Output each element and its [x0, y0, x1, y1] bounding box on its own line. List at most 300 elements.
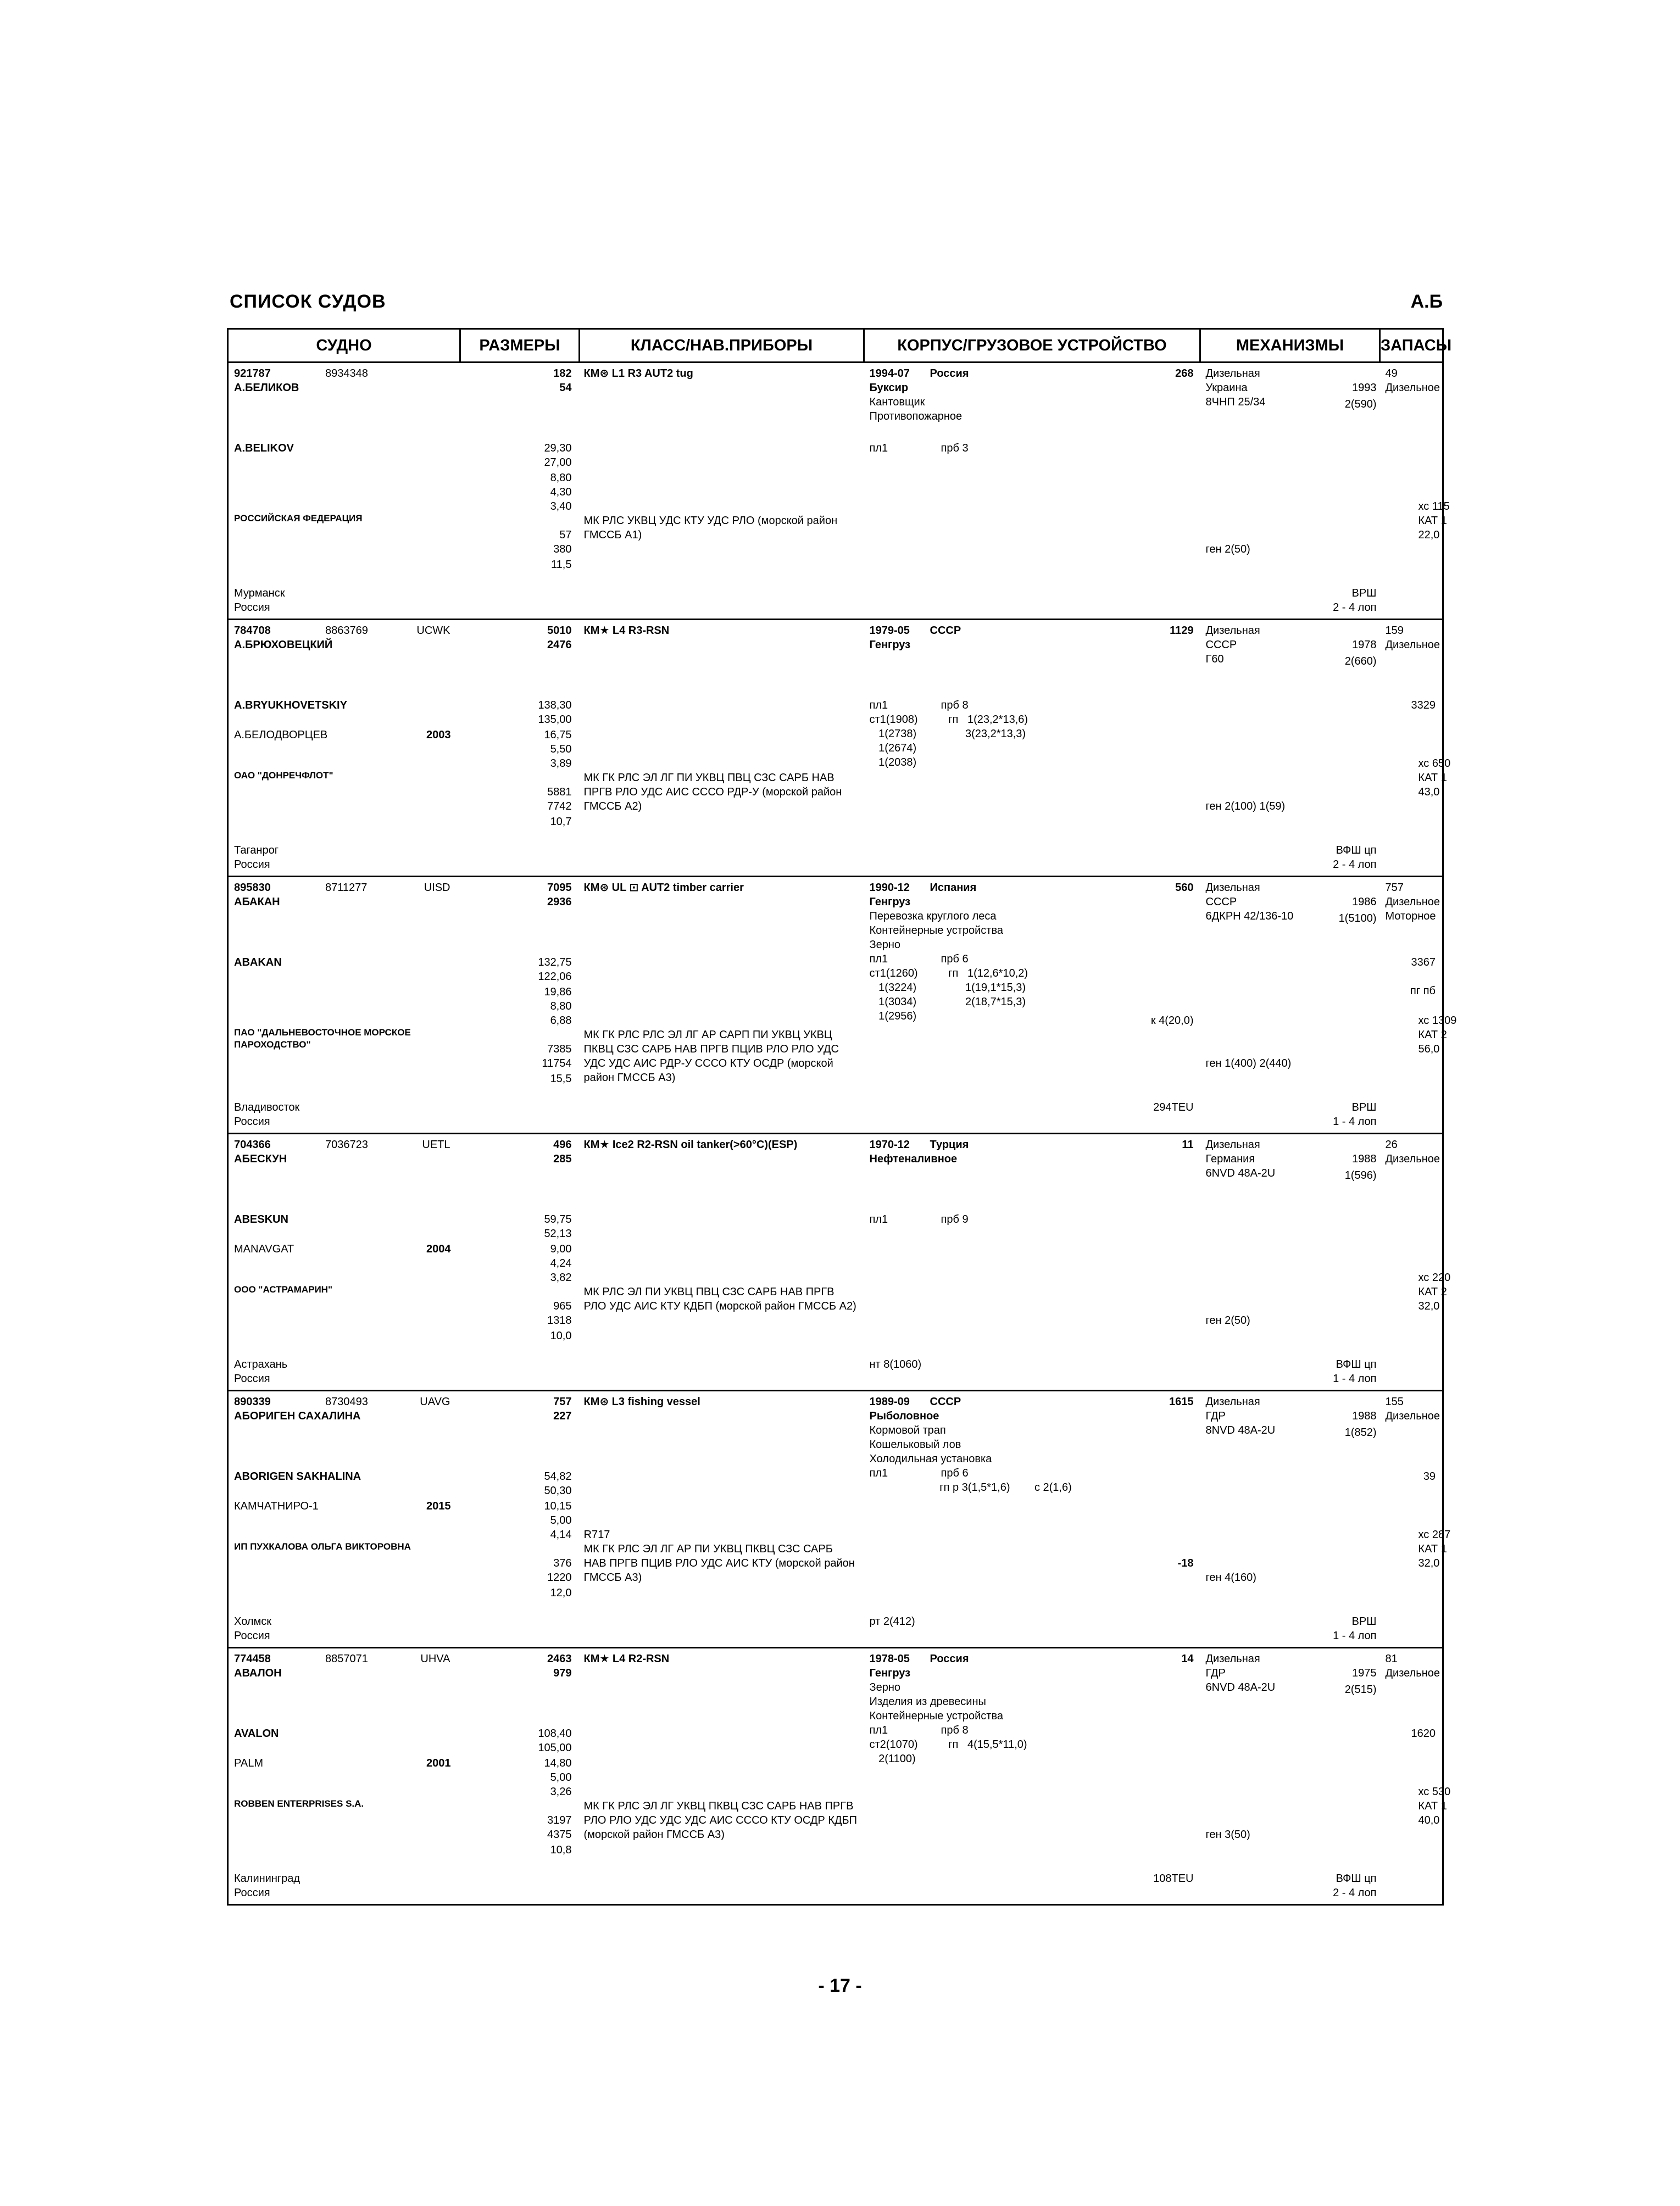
propeller: ВРШ: [1351, 587, 1377, 599]
store-value: хс 1309: [1418, 1015, 1457, 1027]
build-country: СССР: [930, 625, 961, 637]
store-value: КАТ 1: [1418, 515, 1447, 527]
engine-model: 8ЧНП 25/34: [1205, 396, 1266, 408]
section-letter: А.Б: [1410, 291, 1443, 312]
holds: прб 6: [941, 953, 969, 965]
ship-record-row: [228, 1391, 1443, 1648]
dimensions-cell: [460, 1391, 580, 1648]
store-value: 40,0: [1418, 1814, 1440, 1826]
holds: прб 6: [941, 1467, 969, 1479]
dimension-value: 5,50: [550, 743, 572, 755]
propeller: ВРШ: [1351, 1101, 1377, 1113]
tanks-note: рт 2(412): [869, 1615, 915, 1628]
store-value: КАТ 1: [1418, 1800, 1447, 1812]
container-capacity: 294TEU: [1153, 1101, 1194, 1113]
build-date: 1990-12: [869, 882, 910, 894]
fuel-type: Дизельное: [1385, 896, 1440, 908]
engine-model: Г60: [1205, 653, 1224, 665]
dimension-value: 6,88: [550, 1015, 572, 1027]
fuel-capacity: 81: [1385, 1653, 1398, 1665]
call-sign: UHVA: [420, 1653, 450, 1665]
owner-name: ООО "АСТРАМАРИН": [234, 1284, 332, 1295]
class-notation: КМ★ L4 R2-RSN: [583, 1653, 670, 1665]
dimension-value: 54,82: [544, 1470, 572, 1483]
ship-cell: [228, 877, 460, 1134]
dimension-value: 122,06: [538, 971, 572, 983]
ship-name-latin: ABESKUN: [234, 1213, 288, 1225]
build-country: СССР: [930, 1396, 961, 1408]
home-port: Астрахань: [234, 1358, 288, 1371]
dimension-value: 15,5: [550, 1073, 572, 1085]
dimension-value: 4,14: [550, 1529, 572, 1541]
call-sign: UETL: [422, 1139, 450, 1151]
dimension-value: 14,80: [544, 1757, 572, 1769]
hull-feature: Холодильная установка: [869, 1453, 992, 1465]
dimension-value: 19,86: [544, 986, 572, 998]
holds: прб 9: [941, 1213, 969, 1225]
ship-record-row: [228, 1648, 1443, 1905]
owner-name: ПАО "ДАЛЬНЕВОСТОЧНОЕ МОРСКОЕ ПАРОХОДСТВО": [234, 1027, 411, 1050]
hull-feature: Изделия из древесины: [869, 1696, 986, 1708]
imo-number: 7036723: [325, 1139, 368, 1151]
hold-detail: 1(2674): [869, 742, 917, 754]
dimension-value: 52,13: [544, 1228, 572, 1240]
ship-record-row: [228, 620, 1443, 877]
imo-number: 8730493: [325, 1396, 368, 1408]
dimension-value: 965: [553, 1300, 572, 1312]
dimension-value: 2463: [547, 1653, 572, 1665]
dimension-value: 2476: [547, 639, 572, 651]
tanks-note: нт 8(1060): [869, 1358, 922, 1371]
hull-number: 14: [1181, 1653, 1194, 1665]
home-port: Владивосток: [234, 1101, 300, 1113]
register-number: 784708: [234, 625, 271, 637]
cargo-capacity-note: пг пб: [1410, 985, 1436, 997]
decks: пл1: [869, 699, 888, 711]
ship-cell: [228, 620, 460, 877]
store-value: 32,0: [1418, 1300, 1440, 1312]
ship-name: А.БРЮХОВЕЦКИЙ: [234, 639, 333, 651]
dimension-value: 757: [553, 1396, 572, 1408]
column-header-ship: СУДНО: [228, 329, 460, 363]
dimension-value: 50,30: [544, 1485, 572, 1497]
holds: прб 8: [941, 699, 969, 711]
store-value: КАТ 2: [1418, 1286, 1447, 1298]
engine-type: Дизельная: [1205, 1139, 1260, 1151]
ship-name: АВАЛОН: [234, 1667, 282, 1679]
flag-country: Россия: [234, 601, 270, 614]
ship-type: Нефтеналивное: [869, 1153, 958, 1165]
hold-detail: ст2(1070) гп 4(15,5*11,0): [869, 1739, 1027, 1751]
class-extra: R717: [583, 1529, 610, 1541]
fuel-capacity: 159: [1385, 625, 1404, 637]
engine-year: 1988: [1352, 1153, 1377, 1165]
dimension-value: 3,89: [550, 757, 572, 770]
dimension-value: 27,00: [544, 456, 572, 469]
dimension-value: 108,40: [538, 1728, 572, 1740]
class-notation: КМ⊛ L3 fishing vessel: [583, 1396, 700, 1408]
engine-country: Германия: [1205, 1153, 1255, 1165]
dimension-value: 380: [553, 543, 572, 555]
hull-number: 1129: [1170, 625, 1194, 637]
class-cell: [580, 363, 864, 620]
dimension-value: 376: [553, 1557, 572, 1569]
ship-name-latin: ABAKAN: [234, 956, 282, 968]
register-number: 895830: [234, 882, 271, 894]
engine-power: 1(852): [1344, 1427, 1377, 1439]
dimensions-cell: [460, 363, 580, 620]
build-country: Испания: [930, 882, 977, 894]
dimension-value: 132,75: [538, 956, 572, 968]
call-sign: UCWK: [416, 625, 450, 637]
propeller-blades: 1 - 4 лоп: [1333, 1630, 1377, 1642]
generators: ген 2(50): [1205, 1314, 1250, 1327]
dimension-value: 59,75: [544, 1213, 572, 1225]
ship-record-row: [228, 877, 1443, 1134]
column-header-stores: ЗАПАСЫ: [1380, 329, 1443, 363]
engine-country: СССР: [1205, 639, 1237, 651]
class-cell: [580, 1648, 864, 1905]
ship-name: А.БЕЛИКОВ: [234, 382, 299, 394]
column-header-dimensions: РАЗМЕРЫ: [460, 329, 580, 363]
class-notation: КМ⊛ L1 R3 AUT2 tug: [583, 367, 693, 380]
owner-name: РОССИЙСКАЯ ФЕДЕРАЦИЯ: [234, 513, 363, 523]
stores-cell: [1380, 1648, 1451, 1905]
imo-number: 8711277: [325, 882, 368, 894]
decks: пл1: [869, 1724, 888, 1736]
engine-power: 2(515): [1344, 1684, 1377, 1696]
propeller-blades: 2 - 4 лоп: [1333, 601, 1377, 614]
build-country: Турция: [930, 1139, 969, 1151]
store-value: хс 220: [1418, 1272, 1451, 1284]
dimension-value: 8,80: [550, 472, 572, 484]
stores-cell: [1380, 620, 1451, 877]
dimension-value: 4375: [547, 1829, 572, 1841]
dimension-value: 2936: [547, 896, 572, 908]
class-notation: КМ★ L4 R3-RSN: [583, 625, 670, 637]
hold-detail: ст1(1260) гп 1(12,6*10,2): [869, 967, 1028, 979]
dimension-value: 1318: [547, 1314, 572, 1327]
engine-type: Дизельная: [1205, 1653, 1260, 1665]
propeller-blades: 2 - 4 лоп: [1333, 859, 1377, 871]
owner-name: ОАО "ДОНРЕЧФЛОТ": [234, 770, 333, 781]
dimension-value: 7385: [547, 1043, 572, 1055]
engine-type: Дизельная: [1205, 625, 1260, 637]
dimension-value: 10,15: [544, 1500, 572, 1512]
hold-detail: гп р 3(1,5*1,6) с 2(1,6): [869, 1481, 1072, 1494]
call-sign: UAVG: [420, 1396, 450, 1408]
engine-power: 2(590): [1344, 398, 1377, 410]
navigation-equipment: МК РЛС УКВЦ УДС КТУ УДС РЛО (морской район ГМССБ А1): [583, 515, 838, 541]
class-cell: [580, 620, 864, 877]
dimension-value: 8,80: [550, 1000, 572, 1012]
former-name-year: 2004: [426, 1243, 451, 1255]
engine-power: 1(596): [1344, 1169, 1377, 1182]
stores-cell: [1380, 877, 1457, 1134]
store-value: 32,0: [1418, 1557, 1440, 1569]
hull-cell: [864, 363, 1200, 620]
ship-name: АБАКАН: [234, 896, 280, 908]
dimension-value: 9,00: [550, 1243, 572, 1255]
ship-type: Генгруз: [869, 1667, 911, 1679]
store-value: хс 287: [1418, 1529, 1451, 1541]
ship-cell: [228, 1391, 460, 1648]
engine-model: 8NVD 48A-2U: [1205, 1424, 1276, 1436]
ship-register-table: [227, 328, 1457, 1906]
stores-cell: [1380, 363, 1450, 620]
propeller: ВФШ цп: [1336, 1358, 1377, 1371]
engine-power: 2(660): [1344, 655, 1377, 667]
former-name-year: 2001: [426, 1757, 451, 1769]
cargo-capacity: 39: [1423, 1470, 1436, 1483]
engine-country: СССР: [1205, 896, 1237, 908]
dimension-value: 7095: [547, 882, 572, 894]
call-sign: UISD: [424, 882, 450, 894]
ship-cell: [228, 363, 460, 620]
dimension-value: 182: [553, 367, 572, 380]
dimensions-cell: [460, 620, 580, 877]
holds: прб 3: [941, 442, 969, 454]
dimension-value: 3,26: [550, 1786, 572, 1798]
build-date: 1978-05: [869, 1653, 910, 1665]
register-number: 890339: [234, 1396, 271, 1408]
home-port: Калининград: [234, 1873, 301, 1885]
machinery-cell: [1200, 363, 1380, 620]
navigation-equipment: МК ГК РЛС ЭЛ ЛГ УКВЦ ПКВЦ СЗС САРБ НАВ ПРГВ РЛО РЛО УДС УДС УДС АИС СССО КТУ ОСДР КДБП (морской район ГМССБ А3): [583, 1800, 858, 1841]
dimension-value: 5,00: [550, 1772, 572, 1784]
decks: пл1: [869, 1467, 888, 1479]
engine-year: 1978: [1352, 639, 1377, 651]
propeller: ВФШ цп: [1336, 844, 1377, 856]
store-value: КАТ 2: [1418, 1029, 1447, 1041]
column-header-machinery: МЕХАНИЗМЫ: [1200, 329, 1380, 363]
fuel-type: Дизельное: [1385, 382, 1440, 394]
navigation-equipment: МК ГК РЛС РЛС ЭЛ ЛГ АР САРП ПИ УКВЦ УКВЦ ПКВЦ СЗС САРБ НАВ ПРГВ ПЦИВ РЛО РЛО УДС УДС УДС АИС РДР-У СССО КТУ ОСДР (морской район ГМССБ А3): [583, 1029, 839, 1084]
engine-type: Дизельная: [1205, 367, 1260, 380]
fuel-type: Дизельное: [1385, 639, 1440, 651]
hull-feature: Перевозка круглого леса: [869, 910, 997, 922]
propeller-blades: 2 - 4 лоп: [1333, 1887, 1377, 1899]
hold-detail: 1(2738) 3(23,2*13,3): [869, 728, 1026, 740]
engine-type: Дизельная: [1205, 882, 1260, 894]
propeller: ВРШ: [1351, 1615, 1377, 1628]
store-value: хс 650: [1418, 757, 1451, 770]
dimensions-cell: [460, 1134, 580, 1391]
class-cell: [580, 1134, 864, 1391]
navigation-equipment: МК РЛС ЭЛ ПИ УКВЦ ПВЦ СЗС САРБ НАВ ПРГВ РЛО УДС АИС КТУ КДБП (морской район ГМССБ А2): [583, 1286, 856, 1312]
hull-cell: [864, 877, 1200, 1134]
dimension-value: 227: [553, 1410, 572, 1422]
engine-country: ГДР: [1205, 1410, 1226, 1422]
engine-power: 1(5100): [1338, 912, 1377, 924]
hull-cell: [864, 1134, 1200, 1391]
owner-name: ИП ПУХКАЛОВА ОЛЬГА ВИКТОРОВНА: [234, 1541, 411, 1552]
dimensions-cell: [460, 1648, 580, 1905]
store-value: 22,0: [1418, 529, 1440, 541]
register-number: 921787: [234, 367, 271, 380]
flag-country: Россия: [234, 1116, 270, 1128]
hold-detail: 1(3224) 1(19,1*15,3): [869, 982, 1026, 994]
build-country: Россия: [930, 367, 969, 380]
store-value: 43,0: [1418, 786, 1440, 798]
ship-cell: [228, 1648, 460, 1905]
ship-name-latin: A.BELIKOV: [234, 442, 294, 454]
decks: пл1: [869, 953, 888, 965]
ship-record-row: [228, 1134, 1443, 1391]
ship-name: АБОРИГЕН САХАЛИНА: [234, 1410, 361, 1422]
store-value: КАТ 1: [1418, 1543, 1447, 1555]
table-header-row: [228, 329, 1443, 363]
stores-cell: [1380, 1391, 1451, 1648]
register-number: 704366: [234, 1139, 271, 1151]
cargo-capacity: 3367: [1411, 956, 1436, 968]
imo-number: 8934348: [325, 367, 368, 380]
hull-feature: Контейнерные устройства: [869, 924, 1003, 937]
fuel-capacity: 757: [1385, 882, 1404, 894]
hold-detail: 1(2956): [869, 1010, 917, 1022]
dimension-value: 57: [559, 529, 572, 541]
dimension-value: 5,00: [550, 1514, 572, 1527]
class-cell: [580, 877, 864, 1134]
store-value: хс 530: [1418, 1786, 1451, 1798]
home-port: Мурманск: [234, 587, 285, 599]
dimension-value: 5881: [547, 786, 572, 798]
store-value: 56,0: [1418, 1043, 1440, 1055]
extra-hull-info: -18: [1177, 1557, 1194, 1569]
hull-feature: Зерно: [869, 1681, 900, 1694]
build-date: 1994-07: [869, 367, 910, 380]
dimension-value: 496: [553, 1139, 572, 1151]
ship-type: Буксир: [869, 382, 909, 394]
machinery-cell: [1200, 1648, 1380, 1905]
ship-type: Генгруз: [869, 896, 911, 908]
hold-detail: 2(1100): [869, 1753, 916, 1765]
page-title: СПИСОК СУДОВ: [230, 291, 386, 312]
fuel-type: Дизельное: [1385, 1153, 1440, 1165]
generators: ген 1(400) 2(440): [1205, 1057, 1292, 1069]
hull-cell: [864, 620, 1200, 877]
cargo-capacity: 1620: [1411, 1728, 1436, 1740]
generators: ген 3(50): [1205, 1829, 1250, 1841]
former-name: КАМЧАТНИРО-1: [234, 1500, 319, 1512]
dimension-value: 7742: [547, 800, 572, 812]
ship-cell: [228, 1134, 460, 1391]
hold-detail: 1(3034) 2(18,7*15,3): [869, 996, 1026, 1008]
dimension-value: 29,30: [544, 442, 572, 454]
decks: пл1: [869, 442, 888, 454]
container-capacity: 108TEU: [1153, 1873, 1194, 1885]
cargo-capacity: 3329: [1411, 699, 1436, 711]
home-port: Таганрог: [234, 844, 279, 856]
fuel-capacity: 155: [1385, 1396, 1404, 1408]
former-name-year: 2015: [426, 1500, 451, 1512]
propeller-blades: 1 - 4 лоп: [1333, 1116, 1377, 1128]
engine-model: 6NVD 48A-2U: [1205, 1681, 1276, 1694]
dimension-value: 3197: [547, 1814, 572, 1826]
class-cell: [580, 1391, 864, 1648]
dimension-value: 1220: [547, 1572, 572, 1584]
flag-country: Россия: [234, 1373, 270, 1385]
engine-country: ГДР: [1205, 1667, 1226, 1679]
machinery-cell: [1200, 620, 1380, 877]
hull-feature: Кошельковый лов: [869, 1439, 961, 1451]
navigation-equipment: МК ГК РЛС ЭЛ ЛГ АР ПИ УКВЦ ПКВЦ СЗС САРБ НАВ ПРГВ ПЦИВ РЛО УДС АИС КТУ (морской район ГМССБ А3): [583, 1543, 855, 1584]
build-date: 1989-09: [869, 1396, 910, 1408]
hull-number: 268: [1175, 367, 1194, 380]
engine-model: 6ДКРН 42/136-10: [1205, 910, 1294, 922]
ship-record-row: [228, 363, 1443, 620]
store-value: хс 115: [1418, 500, 1450, 512]
hull-feature: Противопожарное: [869, 410, 963, 422]
former-name: MANAVGAT: [234, 1243, 294, 1255]
fuel-capacity: 26: [1385, 1139, 1398, 1151]
hull-number: 1615: [1169, 1396, 1194, 1408]
propeller-blades: 1 - 4 лоп: [1333, 1373, 1377, 1385]
dimension-value: 138,30: [538, 699, 572, 711]
engine-type: Дизельная: [1205, 1396, 1260, 1408]
engine-year: 1988: [1352, 1410, 1377, 1422]
page-number: - 17 -: [818, 1975, 862, 1996]
flag-country: Россия: [234, 1630, 270, 1642]
engine-year: 1993: [1352, 382, 1377, 394]
holds: прб 8: [941, 1724, 969, 1736]
build-date: 1970-12: [869, 1139, 910, 1151]
hull-feature: Кантовщик: [869, 396, 925, 408]
hull-number: 560: [1175, 882, 1194, 894]
engine-year: 1986: [1352, 896, 1377, 908]
ship-name: АБЕСКУН: [234, 1153, 287, 1165]
hull-cell: [864, 1391, 1200, 1648]
hull-feature: Зерно: [869, 939, 900, 951]
fuel-type: Дизельное: [1385, 1410, 1440, 1422]
ship-name-latin: AVALON: [234, 1728, 279, 1740]
generators: ген 2(100) 1(59): [1205, 800, 1286, 812]
hull-feature: Контейнерные устройства: [869, 1710, 1003, 1722]
owner-name: ROBBEN ENTERPRISES S.A.: [234, 1798, 364, 1809]
hold-detail: 1(2038): [869, 756, 917, 768]
imo-number: 8857071: [325, 1653, 368, 1665]
hull-feature: Кормовой трап: [869, 1424, 946, 1436]
engine-year: 1975: [1352, 1667, 1377, 1679]
dimensions-cell: [460, 877, 580, 1134]
dimension-value: 4,30: [550, 486, 572, 498]
ship-type: Рыболовное: [869, 1410, 939, 1422]
machinery-cell: [1200, 877, 1380, 1134]
engine-model: 6NVD 48A-2U: [1205, 1167, 1276, 1179]
dimension-value: 5010: [547, 625, 572, 637]
hull-number: 11: [1182, 1139, 1194, 1151]
store-value: КАТ 1: [1418, 772, 1447, 784]
dimension-value: 12,0: [550, 1587, 572, 1599]
flag-country: Россия: [234, 1887, 270, 1899]
machinery-cell: [1200, 1134, 1380, 1391]
fuel-capacity: 49: [1385, 367, 1398, 380]
dimension-value: 11754: [542, 1057, 572, 1069]
class-notation: КМ★ Ice2 R2-RSN oil tanker(>60°C)(ESP): [583, 1139, 798, 1151]
register-number: 774458: [234, 1653, 271, 1665]
home-port: Холмск: [234, 1615, 271, 1628]
navigation-equipment: МК ГК РЛС ЭЛ ЛГ ПИ УКВЦ ПВЦ СЗС САРБ НАВ ПРГВ РЛО УДС АИС СССО РДР-У (морской район ГМССБ А2): [583, 772, 842, 812]
decks: пл1: [869, 1213, 888, 1225]
dimension-value: 3,40: [550, 500, 572, 512]
dimension-value: 105,00: [538, 1742, 572, 1754]
ship-name-latin: A.BRYUKHOVETSKIY: [234, 699, 347, 711]
hull-cell: [864, 1648, 1200, 1905]
dimension-value: 3,82: [550, 1272, 572, 1284]
fuel-type: Дизельное: [1385, 1667, 1440, 1679]
build-date: 1979-05: [869, 625, 910, 637]
former-name-year: 2003: [426, 729, 451, 741]
